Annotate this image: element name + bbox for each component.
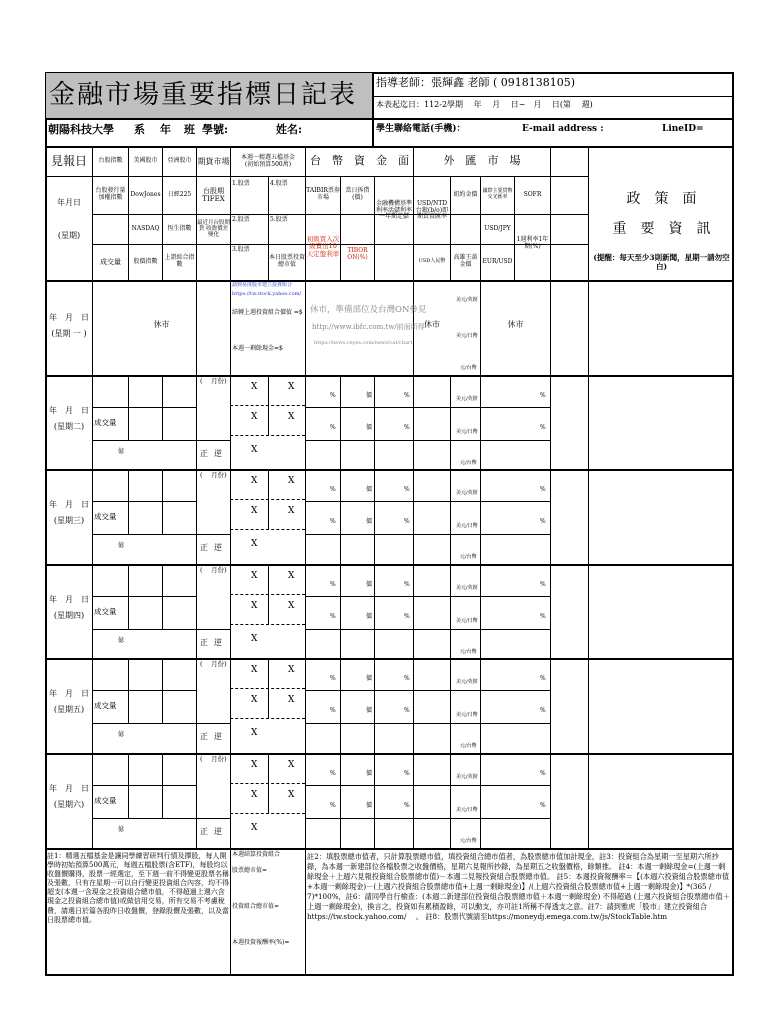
year-label: 年 xyxy=(160,123,171,136)
day-pct: % xyxy=(404,802,410,809)
day-zheng: 正 xyxy=(200,732,208,741)
hdr-buy: 初級買入次級賣出10天定盤利率 xyxy=(306,234,340,258)
day-ni: 逆 xyxy=(214,827,222,836)
note-3: 註2：填股票總市值者，只計算股票總市值，填投資組合總市值者，為股票總市值加計現金，註3：投資組合為星期一至星期六所抄錄，為本週一新建部位各檔股票之收盤價格，星期六見報所抄錄，為星期五之收盤價格，餘類推。 註4：本週一剩餘現金=(上週一剩餘現金＋上週六見報投資組合股票總市值)－本週二見報投資組合股票總市值。 註5：本週投資報酬率＝【(本週六投資組合股票總市值+本週一剩餘現金)－(上週六投資組合股票總市值+上週一剩餘現金)】/(上週六投資組合股票總市值+上週一剩餘現金)】*(365 / 7)*100%，註6：請同學自行檢查：(本週二新建部位投資組合股票總市值＋本週一剩餘現金) 不得超過 (上週六投資組合股票總市值＋上週一剩餘現金)，換言之，投資如有累積盈餘，可以動支，亦可註1所稱不得透支之意。註7：請到雅虎「股市」建立投資組合https://tw.stock.yahoo.com/ 。 註8：股票代號請至https://moneydj.emega.com.tw/js/StockTable.htm xyxy=(307,852,730,921)
hdr-overnight: 當日拆借(價) xyxy=(345,187,370,201)
day-pct: % xyxy=(330,581,336,588)
day-ni: 逆 xyxy=(214,638,222,647)
school-name: 朝陽科技大學 xyxy=(48,123,114,136)
class-label: 班 xyxy=(184,123,195,136)
day-ni: 逆 xyxy=(214,543,222,552)
monday-link2[interactable]: https://tw.stock.yahoo.com/ xyxy=(232,291,302,297)
day-date: 年 月 日 xyxy=(49,406,89,416)
day-stock-x: X xyxy=(251,382,258,392)
monday-link1[interactable]: 請到易度股市建立投資組合 xyxy=(232,282,293,288)
col-tw-stock: 台股指數 xyxy=(98,157,123,165)
day-jia: 價 xyxy=(366,518,373,525)
day-stock-x: X xyxy=(251,634,258,644)
day-pct: % xyxy=(540,424,546,431)
day-volume: 成交量 xyxy=(94,607,117,616)
hdr-cash: 本日股票投資總市值 xyxy=(269,254,306,268)
day-jia: 價 xyxy=(366,675,373,682)
day-volume: 成交量 xyxy=(94,701,117,710)
day-zheng: 正 xyxy=(200,449,208,458)
monday-url1: http://www.ibfc.com.tw/前面所得 xyxy=(312,323,425,331)
day-fx1: 美元/英鎊 xyxy=(456,774,478,780)
day-stock-x: X xyxy=(251,665,258,675)
day-zheng: 正 xyxy=(200,827,208,836)
day-fx3: 元/台幣 xyxy=(460,743,477,749)
day-weekday: (星期四) xyxy=(53,611,85,621)
note-1: 註1：精選五檔基金是讓同學練習研判行情及擇股，每人開學時初始預算500萬元，每週五檔股票(含ETF)，每股均以收盤價購得，股票一經選定，至下週一前不得變更股票名稱及張數，只有在星期一可以自行變更投資組合內容，均不得超支(本週一含現金之投資組合總市值，不得超過上週六含現金之投資組合總市值)或做信用交易，所有交易不考慮稅費，請選日於篇各股昨日收盤價，登錄股價及張數，以及當日股票總市值。 xyxy=(47,852,229,924)
day-pct: % xyxy=(330,392,336,399)
hdr-s2: 2.股票 xyxy=(232,216,250,223)
day-stock-x: X xyxy=(288,476,295,486)
hdr-shanghai: 上證綜合指數 xyxy=(164,254,195,268)
hdr-date-ymd: 年月日 xyxy=(57,198,81,208)
day-stock-x: X xyxy=(251,506,258,516)
day-weekday: (星期二) xyxy=(53,422,85,432)
day-volume: 成交量 xyxy=(94,512,117,521)
day-fx3: 元/台幣 xyxy=(460,460,477,466)
day-zheng: 正 xyxy=(200,638,208,647)
day-stock-x: X xyxy=(251,445,258,455)
day-pct: % xyxy=(330,707,336,714)
day-weekday: (星期三) xyxy=(53,516,85,526)
hdr-usdjpy: USD/JPY xyxy=(484,224,511,232)
monday-fx2: 美元/日幣 xyxy=(456,333,478,339)
dept-label: 系 xyxy=(134,123,145,136)
day-pct: % xyxy=(404,518,410,525)
day-yi: 億 xyxy=(118,826,125,833)
lineid-label: LineID= xyxy=(662,124,704,134)
day-weekday: (星期五) xyxy=(53,705,85,715)
day-fx1: 美元/英鎊 xyxy=(456,490,478,496)
day-fx1: 美元/英鎊 xyxy=(456,396,478,402)
day-jia: 價 xyxy=(366,613,373,620)
day-pct: % xyxy=(404,486,410,493)
hdr-rate1w: 1週利率1年期(%) xyxy=(516,236,549,250)
hdr-weekday: (星期) xyxy=(57,231,81,241)
day-fx2: 美元/日幣 xyxy=(456,429,478,435)
monday-fx3: 元/台幣 xyxy=(460,365,477,371)
monday-closed3: 休市 xyxy=(507,320,524,330)
hdr-s5: 5.股票 xyxy=(270,216,288,223)
hdr-s4: 4.股票 xyxy=(270,180,288,187)
day-date: 年 月 日 xyxy=(49,689,89,699)
hdr-gold-tw: 高雄王黃金價 xyxy=(453,254,478,268)
day-pct: % xyxy=(404,770,410,777)
day-fx1: 美元/英鎊 xyxy=(456,679,478,685)
day-stock-x: X xyxy=(288,665,295,675)
hdr-basis: 最近月台股期貨 收盤價差變化 xyxy=(197,219,231,239)
col-us-stock: 美國股市 xyxy=(133,157,158,165)
monday-url2: https://news.cnyes.com/news/cat/chart xyxy=(314,340,413,346)
policy-note: (提醒：每天至少3則新聞，星期一請勿空白) xyxy=(593,253,730,271)
day-yi: 億 xyxy=(118,542,125,549)
hdr-tibor: TIBOR ON(%) xyxy=(347,247,368,261)
day-futures-month: ( 月份) xyxy=(200,377,227,385)
monday-fx1: 美元/英鎊 xyxy=(456,297,478,303)
day-futures-month: ( 月份) xyxy=(200,660,227,668)
teacher-info: 指導老師：張輝鑫 老師 ( 0918138105) xyxy=(376,76,576,89)
hdr-nikkei: 日經225 xyxy=(167,190,192,198)
day-stock-x: X xyxy=(251,412,258,422)
day-pct: % xyxy=(404,392,410,399)
hdr-oil: 國際主要貨幣交叉匯率 xyxy=(482,188,513,200)
day-jia: 價 xyxy=(366,392,373,399)
hdr-hangseng: 恆生指數 xyxy=(167,224,192,232)
day-pct: % xyxy=(540,518,546,525)
email-label: E-mail address : xyxy=(522,124,604,134)
day-pct: % xyxy=(540,581,546,588)
hdr-usd-index: USD人民幣 xyxy=(418,258,446,265)
hdr-issuance: 台股發行量加權指數 xyxy=(95,187,126,201)
period-info: 本表起迄日：112-2學期 年 月 日~ 月 日(第 週) xyxy=(376,100,593,109)
day-volume: 成交量 xyxy=(94,418,117,427)
day-pct: % xyxy=(540,802,546,809)
page-title: 金融市場重要指標日記表 xyxy=(49,80,358,110)
name-label: 姓名: xyxy=(276,123,303,136)
hdr-gold: 紐約金價 xyxy=(453,190,478,198)
hdr-amount: 股價指數 xyxy=(133,257,158,265)
day-pct: % xyxy=(330,613,336,620)
day-pct: % xyxy=(540,486,546,493)
col-portfolio: 本週一精選五檔基金(初始預算500萬) xyxy=(240,153,295,168)
day-stock-x: X xyxy=(288,760,295,770)
hdr-rates: 金融機構基準利率活儲利率一年期定儲 xyxy=(375,199,412,221)
day-stock-x: X xyxy=(288,382,295,392)
day-ni: 逆 xyxy=(214,732,222,741)
day-futures-month: ( 月份) xyxy=(200,471,227,479)
day-stock-x: X xyxy=(251,728,258,738)
day-date: 年 月 日 xyxy=(49,784,89,794)
col-date: 見報日 xyxy=(50,153,87,168)
day-stock-x: X xyxy=(288,601,295,611)
day-fx2: 美元/日幣 xyxy=(456,618,478,624)
day-stock-x: X xyxy=(251,790,258,800)
day-pct: % xyxy=(330,518,336,525)
day-futures-month: ( 月份) xyxy=(200,755,227,763)
col-tw-money: 台 幣 資 金 面 xyxy=(310,154,409,168)
col-fx: 外 匯 市 場 xyxy=(443,154,521,168)
hdr-sofr: SOFR xyxy=(523,190,542,198)
day-fx3: 元/台幣 xyxy=(460,554,477,560)
monday-weekday: (星期 一 ) xyxy=(51,329,87,339)
day-jia: 價 xyxy=(366,802,373,809)
col-asia-stock: 亞洲股市 xyxy=(167,157,192,165)
hdr-volume: 成交量 xyxy=(100,257,121,266)
hdr-nasdaq: NASDAQ xyxy=(131,224,160,232)
monday-last-week: 結轉上週投資組合價值 =$ xyxy=(232,309,303,316)
policy-title-1: 政 策 面 xyxy=(626,190,697,207)
hdr-eurusd: EUR/USD xyxy=(482,257,513,265)
day-yi: 億 xyxy=(118,731,125,738)
day-jia: 價 xyxy=(366,424,373,431)
note-2d: 本週投資報酬率(%)= xyxy=(232,939,290,946)
policy-title-2: 重 要 資 訊 xyxy=(612,220,711,237)
day-stock-x: X xyxy=(288,695,295,705)
day-stock-x: X xyxy=(251,601,258,611)
day-pct: % xyxy=(540,613,546,620)
hdr-tw-futures: 台股期TIFEX xyxy=(202,186,225,203)
note-2a: 本週結算投資組合 xyxy=(232,851,281,858)
day-ni: 逆 xyxy=(214,449,222,458)
day-pct: % xyxy=(404,707,410,714)
day-date: 年 月 日 xyxy=(49,500,89,510)
day-stock-x: X xyxy=(251,760,258,770)
day-pct: % xyxy=(540,707,546,714)
day-weekday: (星期六) xyxy=(53,800,85,810)
day-pct: % xyxy=(330,486,336,493)
day-stock-x: X xyxy=(251,476,258,486)
phone-label: 學生聯絡電話(手機)： xyxy=(376,124,466,134)
monday-closed2: 休市 xyxy=(424,320,440,330)
day-fx1: 美元/英鎊 xyxy=(456,585,478,591)
day-pct: % xyxy=(404,581,410,588)
day-volume: 成交量 xyxy=(94,796,117,805)
monday-date: 年 月 日 xyxy=(49,313,89,323)
day-stock-x: X xyxy=(288,571,295,581)
day-stock-x: X xyxy=(288,790,295,800)
hdr-dowjones: DowJones xyxy=(130,190,161,198)
hdr-usdntd: USD/NTD台銀(b/o)即期買賣匯率 xyxy=(415,199,449,221)
hdr-s3: 3.股票 xyxy=(232,246,250,253)
day-jia: 價 xyxy=(366,770,373,777)
monday-ref: 休市，準備部位及台灣ON參見 xyxy=(310,305,427,315)
day-stock-x: X xyxy=(251,571,258,581)
monday-closed: 休市 xyxy=(153,320,170,330)
day-yi: 億 xyxy=(118,637,125,644)
day-pct: % xyxy=(540,392,546,399)
day-pct: % xyxy=(330,675,336,682)
monday-cash: 本週一剩餘現金=$ xyxy=(232,345,283,352)
day-fx3: 元/台幣 xyxy=(460,649,477,655)
day-date: 年 月 日 xyxy=(49,595,89,605)
day-stock-x: X xyxy=(251,695,258,705)
day-stock-x: X xyxy=(251,823,258,833)
day-jia: 價 xyxy=(366,486,373,493)
hdr-taibir: TAIBIR票券市場 xyxy=(306,187,340,201)
note-2b: 股票總市值= xyxy=(232,867,268,874)
day-yi: 億 xyxy=(118,448,125,455)
day-pct: % xyxy=(404,424,410,431)
day-fx2: 美元/日幣 xyxy=(456,712,478,718)
day-pct: % xyxy=(330,802,336,809)
day-jia: 價 xyxy=(366,581,373,588)
note-2c: 投資組合總市值= xyxy=(232,903,280,910)
day-zheng: 正 xyxy=(200,543,208,552)
day-fx2: 美元/日幣 xyxy=(456,807,478,813)
day-stock-x: X xyxy=(288,506,295,516)
student-id-label: 學號: xyxy=(202,123,229,136)
day-pct: % xyxy=(330,424,336,431)
day-jia: 價 xyxy=(366,707,373,714)
day-pct: % xyxy=(404,675,410,682)
day-fx2: 美元/日幣 xyxy=(456,523,478,529)
day-futures-month: ( 月份) xyxy=(200,566,227,574)
day-pct: % xyxy=(404,613,410,620)
day-pct: % xyxy=(330,770,336,777)
day-stock-x: X xyxy=(251,539,258,549)
day-pct: % xyxy=(540,770,546,777)
day-pct: % xyxy=(540,675,546,682)
hdr-s1: 1.股票 xyxy=(232,180,250,187)
col-futures: 期貨市場 xyxy=(197,156,230,166)
day-stock-x: X xyxy=(288,412,295,422)
day-fx3: 元/台幣 xyxy=(460,838,477,844)
